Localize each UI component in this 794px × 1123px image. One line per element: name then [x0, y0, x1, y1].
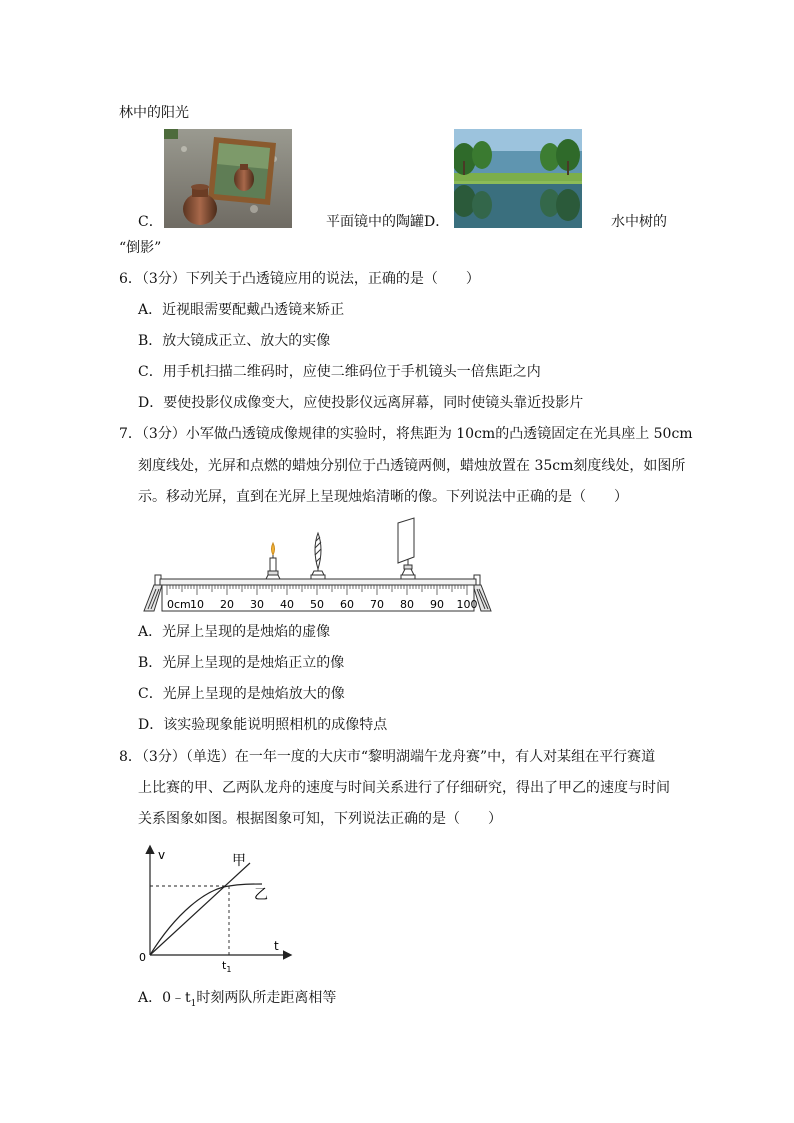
q8-stem-line-3: 关系图象如图。根据图象可知，下列说法正确的是（ ）	[138, 811, 502, 827]
ruler-label: 90	[430, 598, 444, 611]
ruler-label: 0cm	[167, 598, 191, 611]
option-d-caption: 水中树的	[611, 214, 667, 230]
option-d-label: D．	[424, 214, 450, 230]
q6-option-d: D．要使投影仪成像变大，应使投影仪远离屏幕，同时使镜头靠近投影片	[138, 395, 584, 411]
ruler-label: 70	[370, 598, 384, 611]
option-c-label: C．	[138, 214, 163, 230]
curve-jia-label: 甲	[232, 853, 246, 869]
q6-option-c: C．用手机扫描二维码时，应使二维码位于手机镜头一倍焦距之内	[138, 364, 541, 380]
convex-lens	[311, 533, 325, 579]
y-axis-label: v	[158, 848, 166, 862]
light-screen	[398, 518, 415, 579]
option-c-caption: 平面镜中的陶罐	[326, 214, 424, 230]
ruler-label: 30	[250, 598, 264, 611]
ruler-label: 20	[220, 598, 234, 611]
curve-yi-label: 乙	[254, 887, 268, 903]
q7-option-a: A．光屏上呈现的是烛焰的虚像	[138, 624, 331, 640]
q8-stem-line-2: 上比赛的甲、乙两队龙舟的速度与时间关系进行了仔细研究，得出了甲乙的速度与时间	[138, 780, 670, 796]
q7-option-b: B．光屏上呈现的是烛焰正立的像	[138, 655, 345, 671]
bench-left-leg	[144, 575, 162, 611]
q7-stem-line-1: 7．（3分）小军做凸透镜成像规律的实验时，将焦距为 10cm的凸透镜固定在光具座上 50cm	[119, 426, 693, 442]
ruler-label: 40	[280, 598, 294, 611]
ruler-label: 100	[456, 598, 478, 611]
q6-stem: 6．（3分）下列关于凸透镜应用的说法，正确的是（ ）	[119, 271, 480, 287]
q7-option-c: C．光屏上呈现的是烛焰放大的像	[138, 686, 345, 702]
velocity-time-graph	[136, 843, 300, 973]
q8-stem-line-1: 8．（3分）（单选）在一年一度的大庆市“黎明湖端午龙舟赛”中，有人对某组在平行赛道	[119, 749, 656, 765]
q7-stem-line-2: 刻度线处，光屏和点燃的蜡烛分别位于凸透镜两侧，蜡烛放置在 35cm刻度线处，如图所	[138, 458, 686, 474]
ruler-label: 50	[310, 598, 324, 611]
q8-option-a: A．$0﹣t_1$时刻两队所走距离相等	[138, 990, 337, 1009]
q6-option-b: B．放大镜成正立、放大的实像	[138, 333, 331, 349]
mirror-jar-photo	[164, 129, 292, 228]
t1-label: $t_1$	[222, 959, 232, 973]
optical-bench-figure	[140, 513, 500, 615]
x-axis-label: t	[274, 939, 279, 953]
curve-jia	[150, 863, 250, 955]
ruler-label: 80	[400, 598, 414, 611]
q6-option-a: A．近视眼需要配戴凸透镜来矫正	[138, 302, 345, 318]
prev-question-tail: 林中的阳光	[119, 105, 189, 121]
origin-label: 0	[139, 951, 146, 964]
bench-rail-top	[160, 579, 476, 585]
option-d-caption-cont: “倒影”	[119, 240, 162, 256]
curve-yi	[150, 884, 262, 955]
q7-option-d: D．该实验现象能说明照相机的成像特点	[138, 717, 388, 733]
tree-reflection-photo	[454, 129, 582, 228]
q7-stem-line-3: 示。移动光屏，直到在光屏上呈现烛焰清晰的像。下列说法中正确的是（ ）	[138, 489, 628, 505]
candle	[266, 543, 280, 579]
ruler-label: 10	[190, 598, 204, 611]
ruler-label: 60	[340, 598, 354, 611]
